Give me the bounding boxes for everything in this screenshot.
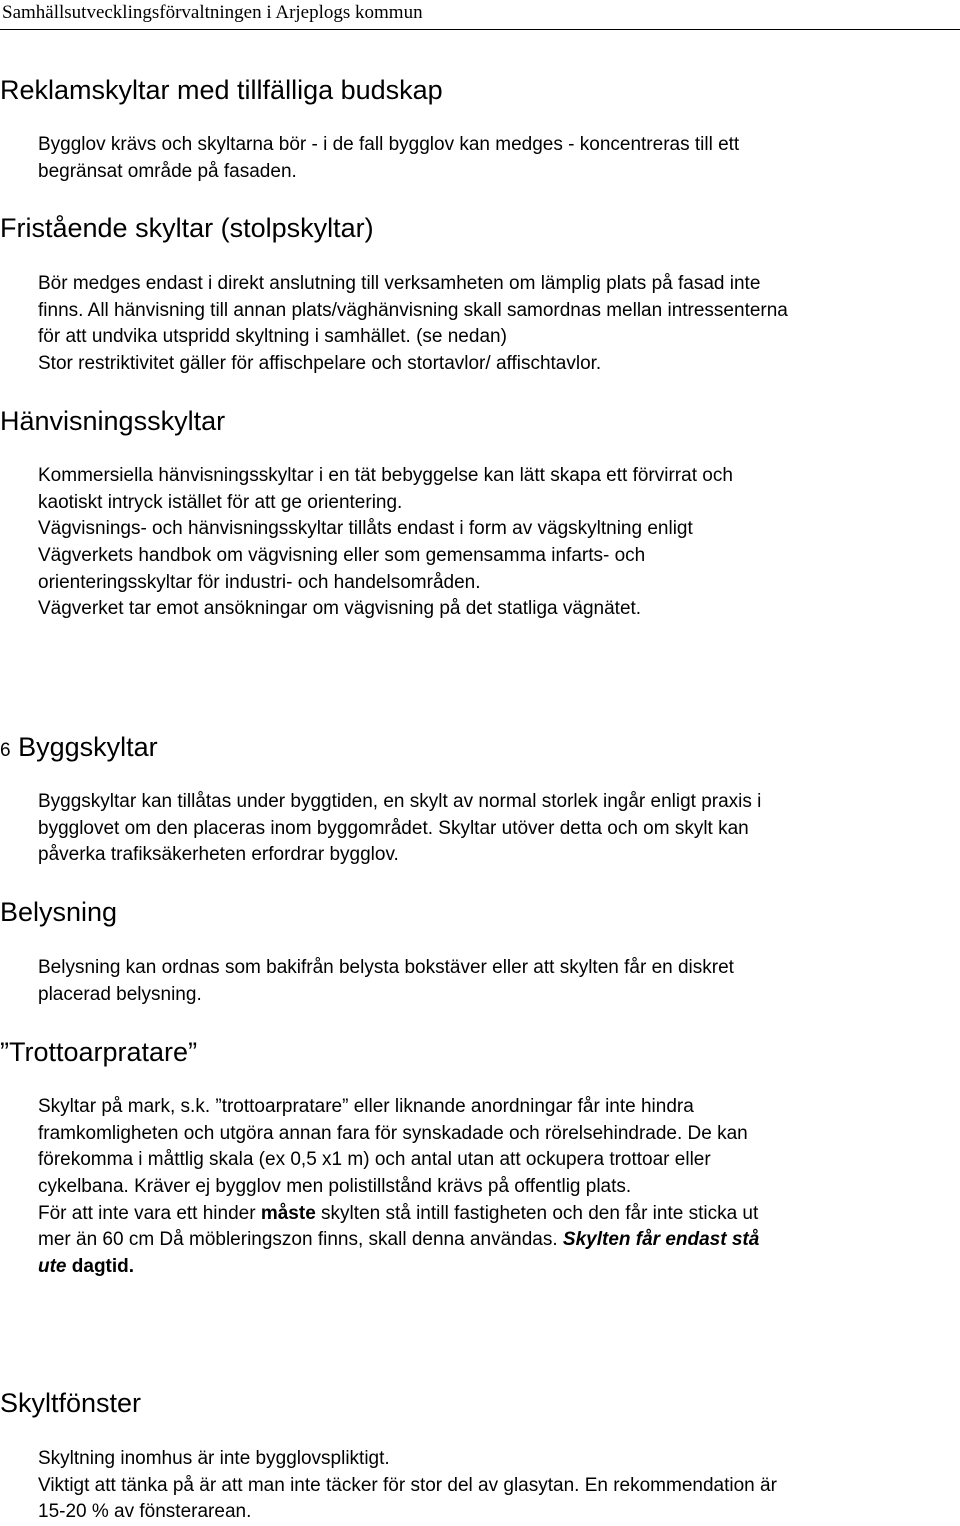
text-line: framkomligheten och utgöra annan fara för synskadade och rörelsehindrade. De kan (38, 1122, 748, 1144)
heading-hanvisningsskyltar: Hänvisningsskyltar (0, 406, 226, 436)
text-line: begränsat område på fasaden. (38, 160, 297, 182)
text-line: förekomma i måttlig skala (ex 0,5 x1 m) och antal utan att ockupera trottoar eller (38, 1149, 711, 1171)
text-line: Vägverkets handbok om vägvisning eller som gemensamma infarts- och (38, 545, 646, 567)
heading-fristaende-skyltar: Fristående skyltar (stolpskyltar) (0, 213, 374, 243)
bold-italic-text: Skylten får endast stå (562, 1229, 760, 1251)
text-line: Kommersiella hänvisningsskyltar i en tät bebyggelse kan lätt skapa ett förvirrat och (38, 465, 733, 486)
text-line (38, 1227, 960, 1254)
text-line: 15-20 % av fönsterarean. (38, 1501, 252, 1523)
page-header (0, 0, 960, 30)
text-line: Bör medges endast i direkt anslutning till verksamheten om lämplig plats på fasad inte (38, 273, 761, 294)
paragraph-fristaende-skyltar (38, 271, 960, 378)
text-line: för att undvika utspridd skyltning i samhället. (se nedan) (38, 326, 507, 348)
paragraph-byggskyltar (38, 789, 960, 869)
text-line: orienteringsskyltar för industri- och handelsområden. (38, 571, 481, 593)
text-line: placerad belysning. (38, 983, 202, 1005)
text-run: skylten stå intill fastigheten och den får inte sticka ut (315, 1202, 759, 1224)
text-line: Byggskyltar kan tillåtas under byggtiden, en skylt av normal storlek ingår enligt praxis i (38, 791, 762, 812)
heading-byggskyltar (0, 731, 158, 767)
text-run: mer än 60 cm Då möbleringszon finns, skall denna användas. (38, 1229, 563, 1251)
bold-text: dagtid. (66, 1256, 135, 1278)
text-line (38, 1201, 960, 1228)
text-line: Skyltning inomhus är inte bygglovspliktigt. (38, 1448, 390, 1469)
text-line: cykelbana. Kräver ej bygglov men polistillstånd krävs på offentlig plats. (38, 1176, 632, 1198)
text-line: påverka trafiksäkerheten erfordrar bygglov. (38, 844, 399, 866)
header-text: Samhällsutvecklingsförvaltningen i Arjeplogs kommun (2, 2, 423, 23)
text-line: Vägvisnings- och hänvisningsskyltar tillåts endast i form av vägskyltning enligt (38, 518, 693, 540)
paragraph-hanvisningsskyltar (38, 463, 960, 623)
text-line: Skyltar på mark, s.k. ”trottoarpratare” eller liknande anordningar får inte hindra (38, 1096, 694, 1117)
bold-text: måste (260, 1202, 316, 1224)
paragraph-trottoarpratare (38, 1094, 960, 1281)
heading-byggskyltar-title: Byggskyltar (18, 732, 158, 762)
section-number: 6 (0, 740, 11, 761)
heading-reklamskyltar: Reklamskyltar med tillfälliga budskap (0, 75, 443, 105)
text-run: För att inte vara ett hinder (38, 1202, 261, 1224)
text-line: Bygglov krävs och skyltarna bör - i de fall bygglov kan medges - koncentreras till ett (38, 134, 740, 155)
text-line: Belysning kan ordnas som bakifrån belysta bokstäver eller att skylten får en diskret (38, 957, 734, 978)
text-line: bygglovet om den placeras inom byggområdet. Skyltar utöver detta och om skylt kan (38, 817, 749, 839)
text-line: Vägverket tar emot ansökningar om vägvisning på det statliga vägnätet. (38, 598, 642, 620)
bold-italic-text: ute (38, 1256, 67, 1278)
header-divider (0, 29, 960, 30)
paragraph-reklamskyltar (38, 132, 960, 185)
heading-trottoarpratare: ”Trottoarpratare” (0, 1037, 198, 1067)
text-line: kaotiskt intryck istället för att ge orientering. (38, 491, 403, 513)
heading-skyltfonster: Skyltfönster (0, 1388, 142, 1418)
paragraph-belysning (38, 955, 960, 1008)
text-line: finns. All hänvisning till annan plats/väghänvisning skall samordnas mellan intressenterna (38, 299, 788, 321)
heading-belysning: Belysning (0, 897, 118, 927)
text-line: Viktigt att tänka på är att man inte täcker för stor del av glasytan. En rekommendation är (38, 1474, 777, 1496)
text-line: Stor restriktivitet gäller för affischpelare och stortavlor/ affischtavlor. (38, 353, 602, 375)
text-line (38, 1254, 960, 1281)
paragraph-skyltfonster (38, 1446, 960, 1526)
